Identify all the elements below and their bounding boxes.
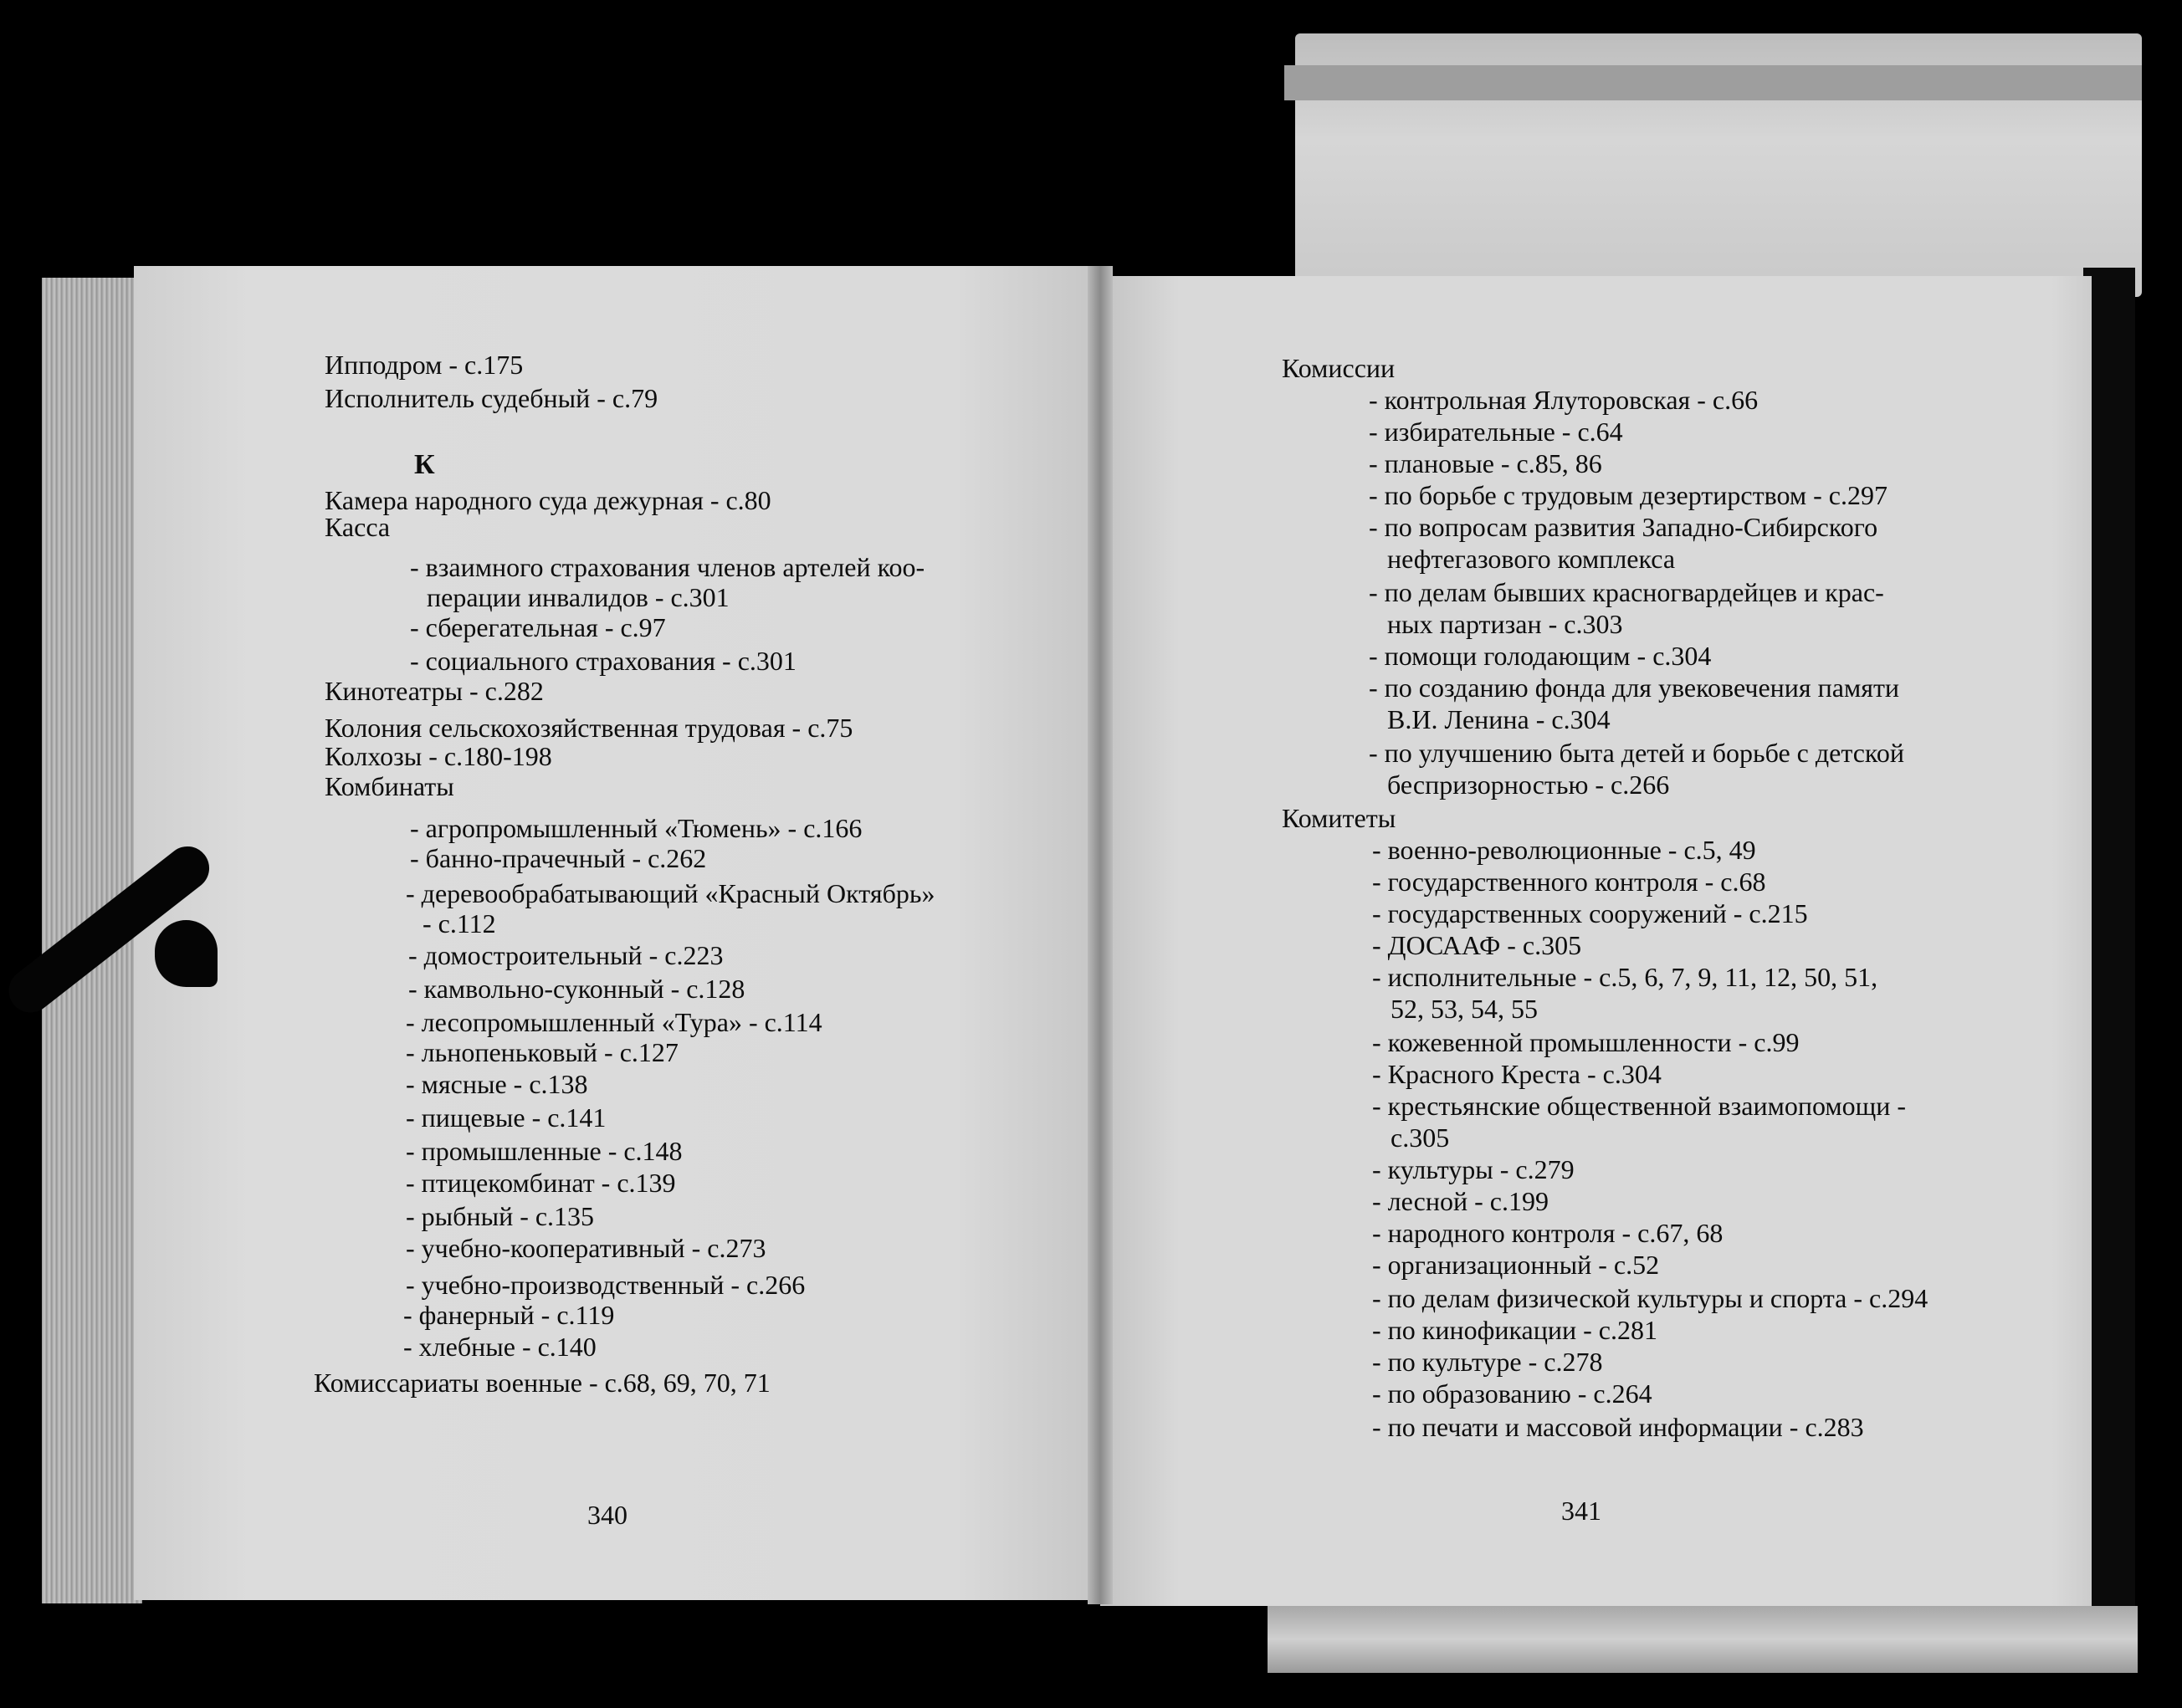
index-subentry: с.305 [1391,1122,1450,1153]
index-subentry: беспризорностью - с.266 [1387,770,1670,800]
left-page [134,266,1100,1600]
index-subentry: - организационный - с.52 [1372,1250,1660,1280]
index-subentry: - по образованию - с.264 [1372,1378,1652,1409]
index-subentry: нефтегазового комплекса [1387,544,1676,574]
index-subentry: - культуры - с.279 [1372,1154,1575,1184]
index-subentry: - ДОСААФ - с.305 [1372,930,1582,960]
index-subentry: - контрольная Ялуторовская - с.66 [1369,385,1759,415]
index-subentry: - по созданию фонда для увековечения памяти [1369,672,1900,703]
index-subentry: - народного контроля - с.67, 68 [1372,1218,1724,1248]
index-subentry: - пищевые - с.141 [406,1102,607,1133]
index-subentry: перации инвалидов - с.301 [427,582,730,612]
index-subentry: ных партизан - с.303 [1387,609,1623,639]
book-gutter [1088,266,1113,1604]
index-subentry: - учебно-кооперативный - с.273 [406,1233,766,1263]
index-subentry: - лесной - с.199 [1372,1186,1549,1216]
index-subentry: - военно-революционные - с.5, 49 [1372,835,1756,865]
index-entry: Комиссии [1282,353,1396,383]
index-subentry: - помощи голодающим - с.304 [1369,641,1712,671]
index-subentry: - кожевенной промышленности - с.99 [1372,1027,1800,1057]
index-subentry: - социального страхования - с.301 [410,646,796,676]
index-subentry: - домостроительный - с.223 [408,940,724,970]
index-subentry: - банно-прачечный - с.262 [410,843,707,873]
index-subentry: - агропромышленный «Тюмень» - с.166 [410,813,863,843]
index-subentry: - по культуре - с.278 [1372,1347,1603,1377]
index-subentry: - крестьянские общественной взаимопомощи - [1372,1091,1907,1121]
index-entry: Касса [325,512,391,542]
index-subentry: - фанерный - с.119 [403,1300,615,1330]
index-subentry: - по улучшению быта детей и борьбе с детской [1369,738,1904,768]
page-number: 340 [587,1500,627,1530]
index-subentry: - по делам бывших красногвардейцев и крас- [1369,577,1884,607]
index-subentry: - по делам физической культуры и спорта - с.294 [1372,1283,1928,1313]
index-subentry: - учебно-производственный - с.266 [406,1270,806,1300]
index-subentry: - мясные - с.138 [406,1069,588,1099]
index-subentry: - деревообрабатывающий «Красный Октябрь» [406,878,935,908]
paper-stack-bottom [1268,1606,2138,1673]
index-subentry: - птицекомбинат - с.139 [406,1168,676,1198]
index-entry: Комиссариаты военные - с.68, 69, 70, 71 [314,1368,771,1398]
index-subentry: - по борьбе с трудовым дезертирством - с.297 [1369,480,1887,510]
index-subentry: - по печати и массовой информации - с.283 [1372,1412,1864,1442]
index-subentry: - государственных сооружений - с.215 [1372,898,1808,928]
paper-stack-edge [1284,65,2142,100]
index-subentry: - плановые - с.85, 86 [1369,448,1602,478]
index-entry: Камера народного суда дежурная - с.80 [325,485,771,515]
index-subentry: - избирательные - с.64 [1369,417,1623,447]
index-subentry: - с.112 [423,908,496,938]
index-subentry: - взаимного страхования членов артелей коо- [410,552,925,582]
index-subentry: - лесопромышленный «Тура» - с.114 [406,1007,822,1037]
index-subentry: - Красного Креста - с.304 [1372,1059,1662,1089]
index-entry: Комитеты [1282,803,1396,833]
section-letter: К [414,449,435,480]
index-entry: Ипподром - с.175 [325,350,524,380]
index-entry: Колхозы - с.180-198 [325,741,552,771]
index-subentry: - по кинофикации - с.281 [1372,1315,1657,1345]
page-number: 341 [1561,1496,1601,1526]
index-subentry: - льнопеньковый - с.127 [406,1037,679,1067]
index-subentry: 52, 53, 54, 55 [1391,994,1538,1024]
index-subentry: - камвольно-суконный - с.128 [408,974,745,1004]
index-entry: Кинотеатры - с.282 [325,676,544,706]
index-subentry: - промышленные - с.148 [406,1136,683,1166]
index-subentry: - исполнительные - с.5, 6, 7, 9, 11, 12, 50, 51, [1372,962,1878,992]
index-subentry: - сберегательная - с.97 [410,612,666,642]
index-subentry: В.И. Ленина - с.304 [1387,704,1611,734]
index-subentry: - хлебные - с.140 [403,1332,597,1362]
index-subentry: - государственного контроля - с.68 [1372,867,1766,897]
index-entry: Исполнитель судебный - с.79 [325,383,658,413]
index-entry: Колония сельскохозяйственная трудовая - с.75 [325,713,853,743]
index-subentry: - по вопросам развития Западно-Сибирского [1369,512,1878,542]
bookmark-ribbon-tip [155,920,218,987]
index-subentry: - рыбный - с.135 [406,1201,595,1231]
index-entry: Комбинаты [325,771,454,801]
